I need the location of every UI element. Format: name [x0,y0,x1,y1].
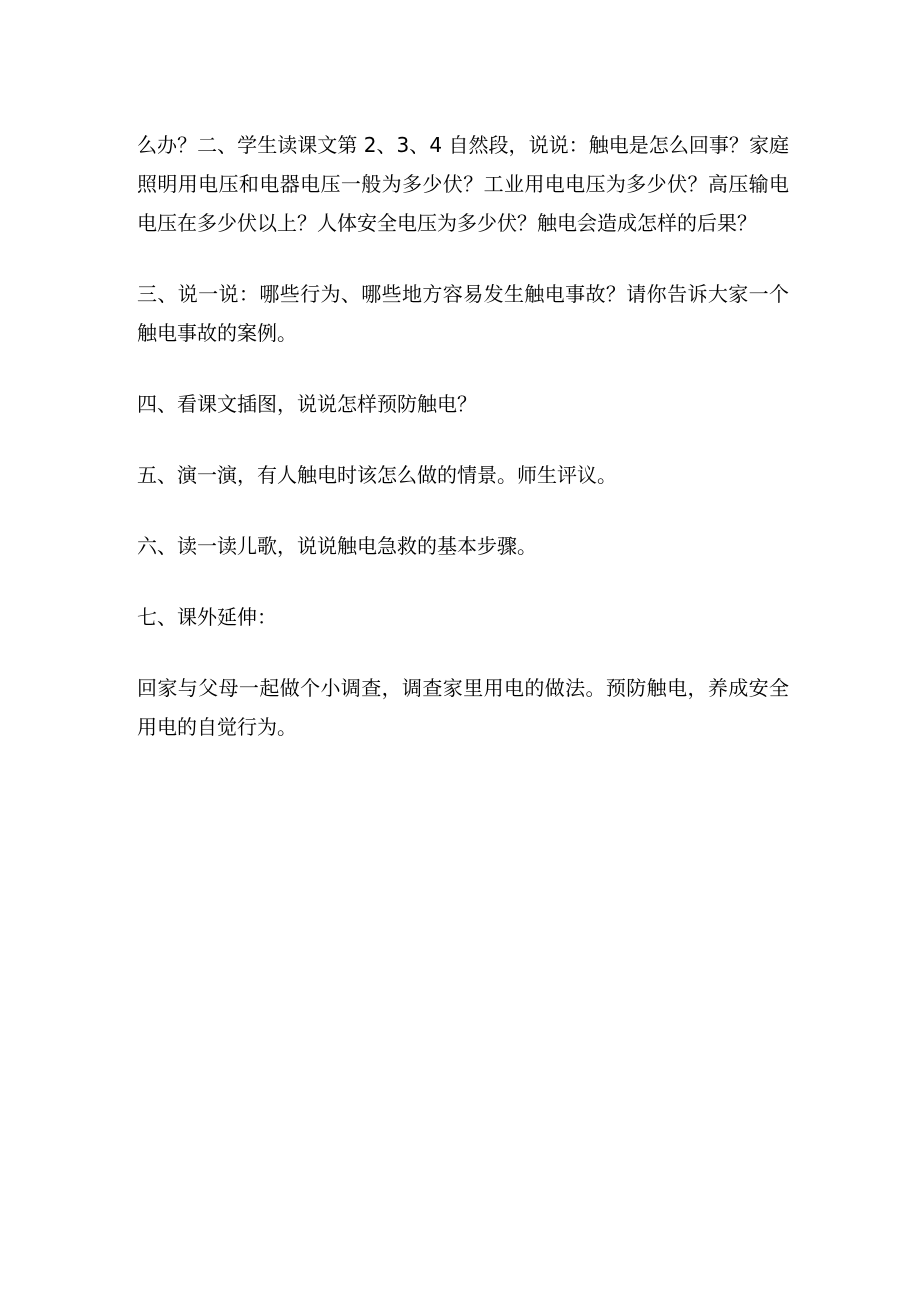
document-body [137,126,789,747]
text-line: 七、课外延伸： [137,605,277,629]
paragraph-step-three [137,275,789,353]
paragraph-step-seven-heading [137,598,789,637]
text-line: 照明用电压和电器电压一般为多少伏？工业用电电压为多少伏？高压输电 [137,172,789,196]
text-line: 六、读一读儿歌，说说触电急救的基本步骤。 [137,534,537,558]
paragraph-extension-task [137,669,789,747]
text-line: 用电的自觉行为。 [137,715,297,739]
paragraph-step-five [137,456,789,495]
text-line: 三、说一说：哪些行为、哪些地方容易发生触电事故？请你告诉大家一个 [137,282,789,306]
paragraph-step-six [137,527,789,566]
text-line: 四、看课文插图，说说怎样预防触电？ [137,392,477,416]
text-line: 触电事故的案例。 [137,321,297,345]
text-line: 五、演一演，有人触电时该怎么做的情景。师生评议。 [137,463,617,487]
text-line: 电压在多少伏以上？人体安全电压为多少伏？触电会造成怎样的后果？ [137,211,757,235]
text-line: 么办？二、学生读课文第 2、3、4 自然段，说说：触电是怎么回事？家庭 [137,133,789,157]
text-line: 回家与父母一起做个小调查，调查家里用电的做法。预防触电，养成安全 [137,676,789,700]
paragraph-steps-two [137,126,789,243]
paragraph-step-four [137,385,789,424]
